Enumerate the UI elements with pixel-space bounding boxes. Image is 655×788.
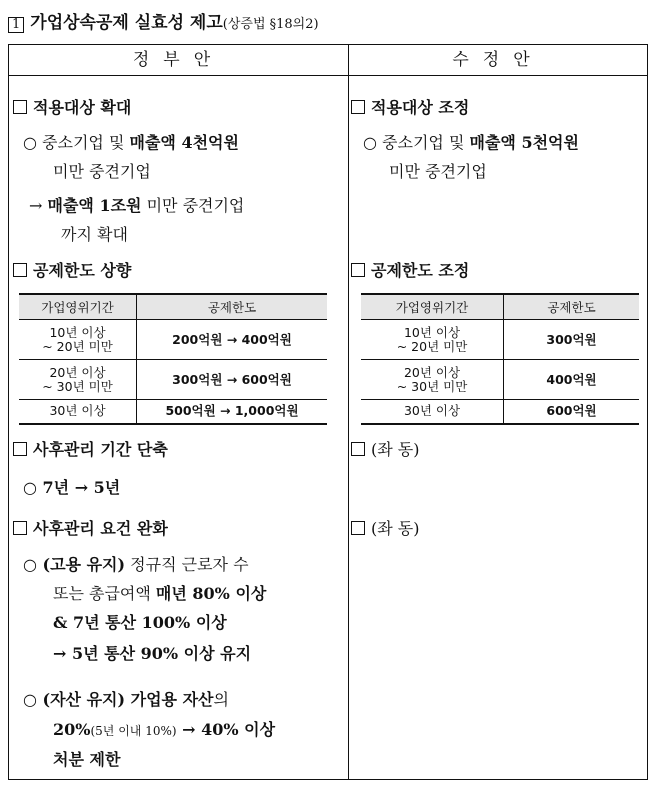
left-s4-bullet-2-l3: 처분 제한	[53, 750, 121, 769]
table-row: 20년 이상 ~ 30년 미만 400억원	[361, 360, 639, 400]
table-row: 30년 이상 500억원 → 1,000억원	[19, 400, 327, 424]
header-government: 정부안	[132, 50, 225, 70]
table-header: 공제한도	[504, 294, 640, 320]
section-number: 1	[8, 17, 24, 33]
right-section-4-note: (좌 동)	[351, 516, 419, 539]
page-title	[8, 8, 319, 33]
table-row: 10년 이상 ~ 20년 미만 200억원 → 400억원	[19, 320, 327, 360]
table-header: 공제한도	[137, 294, 328, 320]
title-reference: (상증법 §18의2)	[222, 17, 319, 32]
left-section-4-heading: 사후관리 요건 완화	[13, 516, 168, 539]
table-header: 가업영위기간	[361, 294, 504, 320]
left-limit-table	[19, 293, 327, 425]
table-row: 20년 이상 ~ 30년 미만 300억원 → 600억원	[19, 360, 327, 400]
checkbox-square-icon	[13, 521, 27, 535]
left-s4-bullet-1: ○ (고용 유지) 정규직 근로자 수	[23, 555, 249, 574]
checkbox-square-icon	[13, 263, 27, 277]
left-section-2-heading: 공제한도 상향	[13, 258, 131, 281]
right-section-3-note: (좌 동)	[351, 437, 419, 460]
comparison-table	[8, 44, 648, 780]
right-s1-bullet-cont: 미만 중견기업	[389, 162, 487, 181]
left-section-1-heading: 적용대상 확대	[13, 95, 131, 118]
left-s1-bullet: ○ 중소기업 및 매출액 4천억원	[23, 133, 239, 152]
right-section-2-heading: 공제한도 조정	[351, 258, 469, 281]
checkbox-square-icon	[351, 100, 365, 114]
left-s1-bullet-cont: 미만 중견기업	[53, 162, 151, 181]
left-s1-arrow-cont: 까지 확대	[61, 225, 128, 244]
checkbox-square-icon	[13, 442, 27, 456]
right-section-1-heading: 적용대상 조정	[351, 95, 469, 118]
checkbox-square-icon	[351, 521, 365, 535]
left-s4-bullet-1-l2: 또는 총급여액 매년 80% 이상	[53, 584, 267, 603]
left-s1-arrow: → 매출액 1조원 미만 중견기업	[29, 196, 245, 215]
checkbox-square-icon	[351, 442, 365, 456]
column-divider	[348, 45, 349, 779]
left-s4-bullet-1-l3: & 7년 통산 100% 이상	[53, 613, 227, 632]
left-s4-bullet-2: ○ (자산 유지) 가업용 자산의	[23, 690, 229, 709]
table-row: 10년 이상 ~ 20년 미만 300억원	[361, 320, 639, 360]
checkbox-square-icon	[351, 263, 365, 277]
right-limit-table	[361, 293, 639, 425]
left-s3-bullet: ○ 7년 → 5년	[23, 478, 121, 497]
right-s1-bullet: ○ 중소기업 및 매출액 5천억원	[363, 133, 579, 152]
left-section-3-heading: 사후관리 기간 단축	[13, 437, 168, 460]
header-revised: 수정안	[452, 50, 544, 70]
checkbox-square-icon	[13, 100, 27, 114]
header-row	[9, 45, 647, 76]
table-row: 30년 이상 600억원	[361, 400, 639, 424]
table-header: 가업영위기간	[19, 294, 137, 320]
left-s4-bullet-2-l2: 20%(5년 이내 10%) → 40% 이상	[53, 720, 276, 739]
left-s4-bullet-1-l4: → 5년 통산 90% 이상 유지	[53, 644, 252, 663]
title-text: 가업상속공제 실효성 제고	[30, 13, 223, 33]
